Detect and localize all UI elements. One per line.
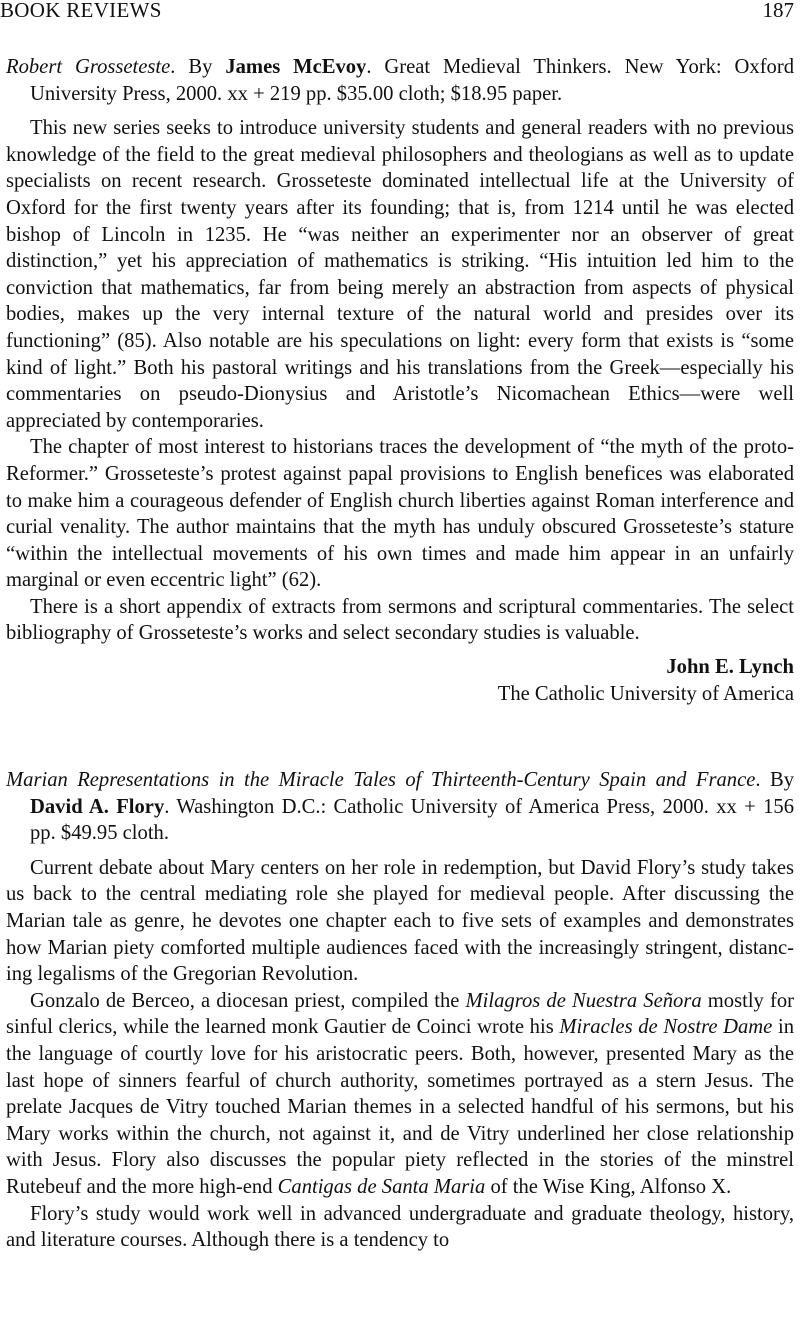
review-paragraph [6,988,794,1201]
work-title: Cantigas de Santa Maria [277,1175,486,1198]
page-number: 187 [762,0,794,22]
publication-details: Washington D.C.: Catholic University of America Press, 2000. xx + 156 pp. $49.95 cloth. [30,795,794,845]
review-paragraph: There is a short appendix of extracts from sermons and scriptural commentaries. The select bibliography of Grosseteste’s works and select secondary studies is valuable. [6,595,794,645]
review-paragraph: Flory’s study would work well in advanced undergraduate and graduate theology, history, and literature courses. Although there is a tendency to [6,1202,794,1252]
book-citation: Robert Grosseteste. By James McEvoy. Great Medieval Thinkers. New York: Oxford University Press, 2000. xx + 219 pp. $35.00 cloth; $18.95 paper. [6,56,795,105]
review-paragraph: The chapter of most interest to historians traces the development of “the myth of the proto-Reformer.” Grosseteste’s protest against papal provisions to English benefices was elaborated to make him a courageous defender of English church liberties against Roman interference and curial venality. The author maintains that the myth has unduly obscured Grosseteste’s stature “within the intellectual movements of his own times and made him appear in an unfairly marginal or even eccentric light” (62). [6,436,794,592]
book-title: Marian Representations in the Miracle Tales of Thirteenth-Century Spain and France [6,769,756,791]
work-title: Miracles de Nostre Dame [559,1016,773,1039]
by-label: By [188,56,213,78]
by-label: By [769,769,795,791]
book-review-marian-representations [6,767,794,1254]
book-author: David A. Flory [30,795,165,818]
text-run: in the language of courtly love for his aristocratic peers. Both, however, presented Mary as the last hope of sinners fearful of church authority, sometimes portrayed as a stern Jesus. The prelate Jacques de Vitry touched Marian themes in a selected handful of his sermons, but his Mary works within the church, not against it, and de Vitry underlined her close relationship with Jesus. Flory also discusses the popular piety reflected in the stories of the minstrel Rutebeuf and the more high-end [6,1016,794,1198]
review-paragraph: Current debate about Mary centers on her role in redemption, but David Flory’s study takes us back to the central mediating role she played for medieval people. After discussing the Marian tale as genre, he devotes one chapter each to five sets of examples and demonstrates how Marian piety comforted multiple audiences faced with the increasingly stringent, distancing legalisms of the Gregorian Revolution. [6,856,794,986]
publication-details: Great Medieval Thinkers. New York: Oxford University Press, 2000. xx + 219 pp. $35.00 cloth; $18.95 paper. [30,56,795,105]
section-title: BOOK REVIEWS [0,0,162,22]
running-head [0,0,800,24]
review-paragraph: This new series seeks to introduce university students and general readers with no previous knowledge of the field to the great medieval philosophers and theologians as well as to update specialists on recent research. Grosseteste dominated intellectual life at the University of Oxford for the first twenty years after its founding; that is, from 1214 until he was elected bishop of Lincoln in 1235. He “was neither an experimenter nor an observer of great distinction,” yet his appreciation of mathematics is striking. “His intuition led him to the conviction that mathematics, far from being merely an abstraction from aspects of physical bodies, makes up the very internal texture of the natural world and presides over its functioning” (85). Also notable are his speculations on light: every form that exists is “some kind of light.” Both his pastoral writings and his translations from the Greek—especially his commentaries on pseudo-Dionysius and Aristotle’s Nicomachean Ethics—were well appreciated by contemporaries. [6,117,794,432]
reviewer-signature [6,654,794,707]
work-title: Milagros de Nuestra Señora [465,989,702,1012]
reviewer-name: John E. Lynch [666,656,794,679]
book-author: James McEvoy [225,56,367,78]
reviewer-institution: The Catholic University of America [497,682,794,705]
book-citation: Marian Representations in the Miracle Tales of Thirteenth-Century Spain and France. By David A. Flory. Washington D.C.: Catholic University of America Press, 2000. xx + 156 pp. $49.95 cloth. [6,769,795,845]
book-review-grosseteste [6,54,794,707]
text-run: of the Wise King, Alfonso X. [490,1175,732,1198]
book-title: Robert Grosseteste [6,56,171,78]
text-run: Gonzalo de Berceo, a diocesan priest, compiled the [30,989,460,1012]
text-run: mostly for sinful clerics, while the learned monk Gautier de Coinci wrote his [6,989,794,1039]
